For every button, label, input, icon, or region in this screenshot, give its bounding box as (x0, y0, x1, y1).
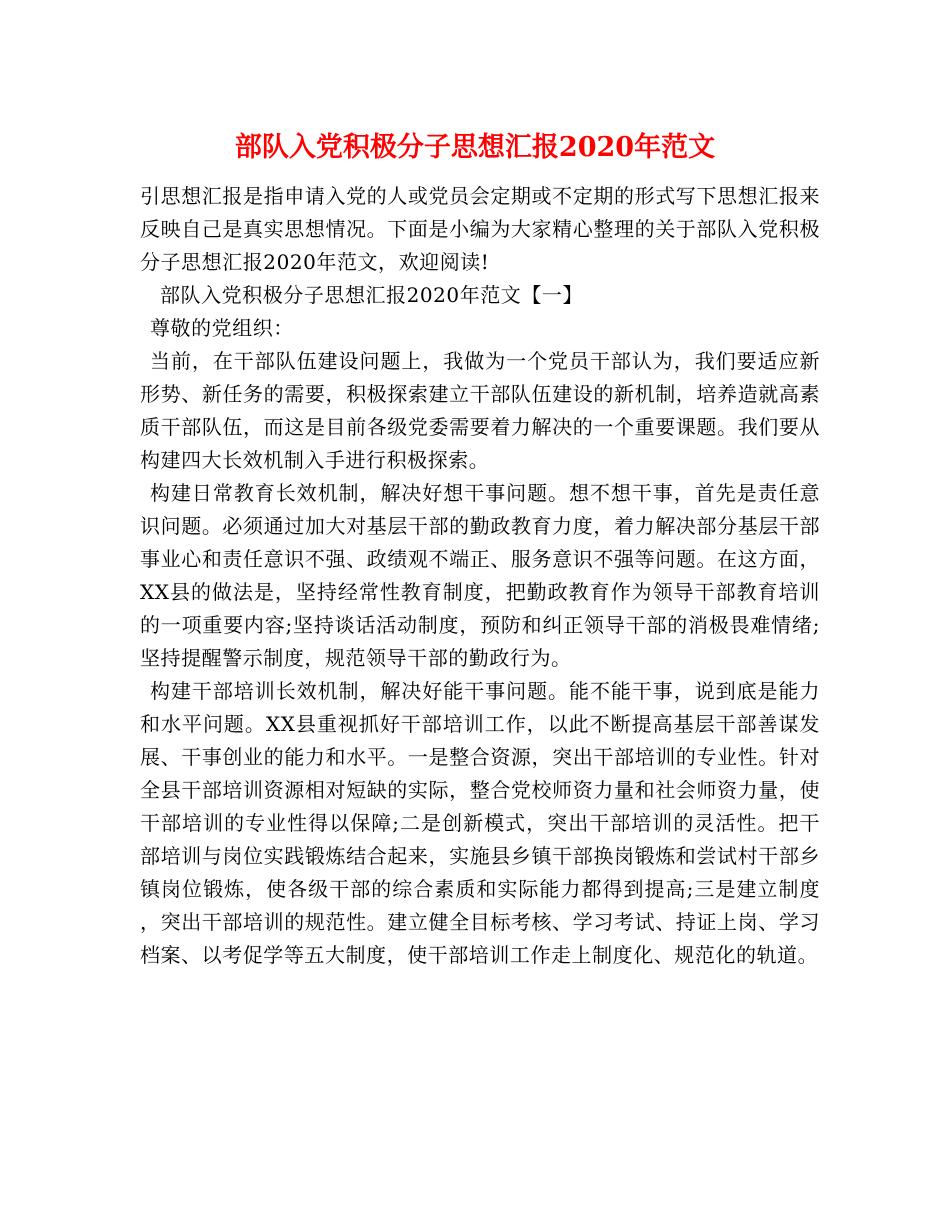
intro-paragraph: 引思想汇报是指申请入党的人或党员会定期或不定期的形式写下思想汇报来反映自己是真实思想情况。下面是小编为大家精心整理的关于部队入党积极分子思想汇报2020年范文，欢迎阅读! (140, 184, 820, 274)
body-paragraph: 构建日常教育长效机制，解决好想干事问题。想不想干事，首先是责任意识问题。必须通过加大对基层干部的勤政教育力度，着力解决部分基层干部事业心和责任意识不强、政绩观不端正、服务意识不强等问题。在这方面，XX县的做法是，坚持经常性教育制度，把勤政教育作为领导干部教育培训的一项重要内容;坚持谈话活动制度，预防和纠正领导干部的消极畏难情绪;坚持提醒警示制度，规范领导干部的勤政行为。 (140, 481, 820, 670)
salutation: 尊敬的党组织： (150, 316, 294, 340)
body-paragraph: 当前，在干部队伍建设问题上，我做为一个党员干部认为，我们要适应新形势、新任务的需要，积极探索建立干部队伍建设的新机制，培养造就高素质干部队伍，而这是目前各级党委需要着力解决的一个重要课题。我们要从构建四大长效机制入手进行积极探索。 (140, 349, 820, 472)
document-body (140, 180, 820, 972)
document-title: 部队入党积极分子思想汇报2020年范文 (234, 132, 716, 163)
body-paragraph: 构建干部培训长效机制，解决好能干事问题。能不能干事，说到底是能力和水平问题。XX县重视抓好干部培训工作，以此不断提高基层干部善谋发展、干事创业的能力和水平。一是整合资源，突出干部培训的专业性。针对全县干部培训资源相对短缺的实际，整合党校师资力量和社会师资力量，使干部培训的专业性得以保障;二是创新模式，突出干部培训的灵活性。把干部培训与岗位实践锻炼结合起来，实施县乡镇干部换岗锻炼和尝试村干部乡镇岗位锻炼，使各级干部的综合素质和实际能力都得到提高;三是建立制度，突出干部培训的规范性。建立健全目标考核、学习考试、持证上岗、学习档案、以考促学等五大制度，使干部培训工作走上制度化、规范化的轨道。 (140, 679, 820, 967)
section-heading: 部队入党积极分子思想汇报2020年范文【一】 (160, 283, 583, 307)
